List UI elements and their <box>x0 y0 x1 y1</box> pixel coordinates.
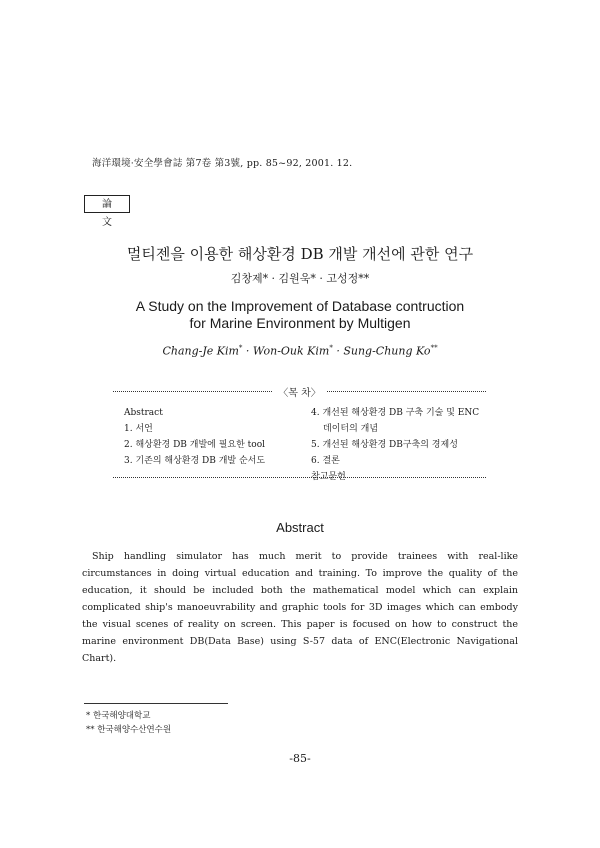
paper-type-label: 論 文 <box>84 195 130 213</box>
english-authors <box>0 344 600 358</box>
author-1-mark: * <box>238 344 243 352</box>
abstract-heading: Abstract <box>276 520 324 535</box>
toc-item: 5. 개선된 해상환경 DB구축의 경제성 <box>311 440 458 450</box>
abstract-body: Ship handling simulator has much merit to provide trainees with real-like circumstances in doing virtual education and training. To improve the quality of the education, it should be included both the mathematical model which can explain complicated ship's manoeuvrability and graphic tools for 3D images which can embody the visual scenes of reality on screen. This paper is focused on how to construct the marine environment DB(Data Base) using S-57 data of ENC(Electronic Navigational Chart). <box>82 551 518 664</box>
author-separator: · <box>242 344 253 358</box>
toc-item: 6. 결론 <box>311 456 340 466</box>
journal-header: 海洋環境·安全學會誌 第7卷 第3號, pp. 85~92, 2001. 12. <box>92 158 353 169</box>
korean-title: 멀티젠을 이용한 해상환경 DB 개발 개선에 관한 연구 <box>126 245 474 263</box>
footnote-affiliation: ** 한국해양수산연수원 <box>86 725 172 735</box>
toc-item: 2. 해상환경 DB 개발에 필요한 tool <box>124 440 265 450</box>
toc-right-column <box>311 405 479 485</box>
author-3: Sung-Chung Ko <box>343 344 431 358</box>
toc-item: 참고문헌 <box>311 472 346 482</box>
toc-heading: 〈목 차〉 <box>272 384 327 399</box>
english-title-line-2: for Marine Environment by Multigen <box>189 315 411 331</box>
toc-item: Abstract <box>124 408 163 418</box>
toc-left-column <box>124 405 265 469</box>
author-3-mark: ** <box>430 344 438 352</box>
english-title <box>0 298 600 332</box>
author-2: Won-Ouk Kim <box>252 344 330 358</box>
footnote-affiliation: * 한국해양대학교 <box>86 711 151 721</box>
footnotes <box>86 709 171 737</box>
toc-item: 4. 개선된 해상환경 DB 구축 기술 및 ENC <box>311 408 480 418</box>
toc-item-continuation: 데이터의 개념 <box>323 424 379 434</box>
author-2-mark: * <box>329 344 333 352</box>
toc-item: 1. 서언 <box>124 424 153 434</box>
korean-authors: 김창제* · 김원욱* · 고성정** <box>230 272 370 285</box>
english-title-line-1: A Study on the Improvement of Database contruction <box>135 298 465 314</box>
table-of-contents <box>113 388 486 482</box>
toc-item: 3. 기존의 해상환경 DB 개발 순서도 <box>124 456 266 466</box>
footnote-divider <box>84 703 228 704</box>
author-1: Chang-Je Kim <box>162 344 239 358</box>
author-separator: · <box>332 344 344 358</box>
page-number: -85- <box>289 752 311 765</box>
